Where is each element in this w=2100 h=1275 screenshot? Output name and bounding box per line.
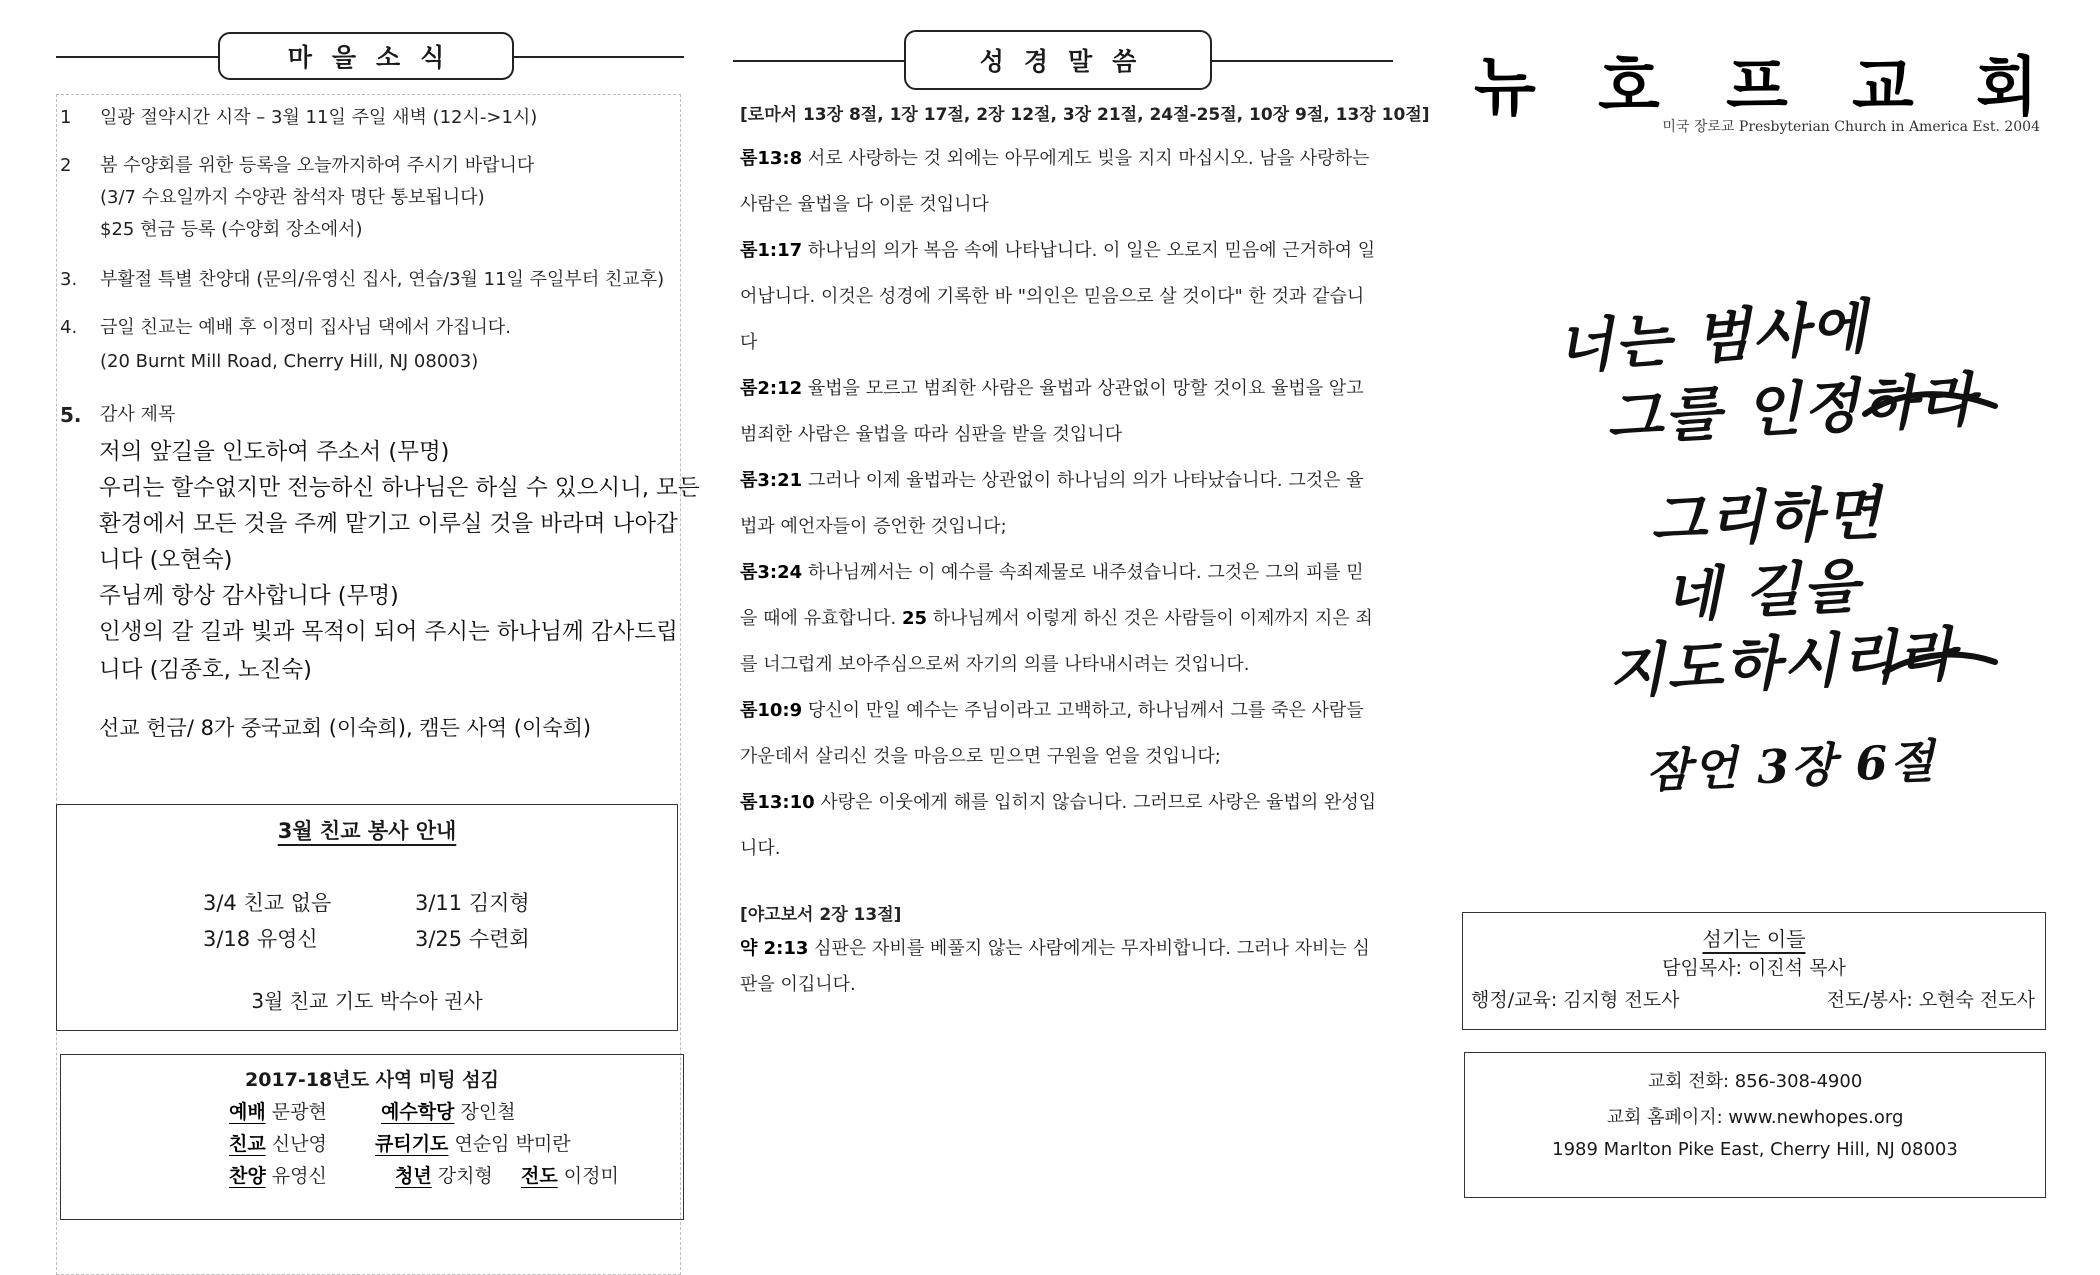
church-subtitle: 미국 장로교 Presbyterian Church in America Est. 2004	[1662, 119, 2040, 135]
brush-stroke-icon	[1860, 384, 2000, 424]
verse-line: 롬1:17 하나님의 의가 복음 속에 나타납니다. 이 일은 오로지 믿음에 근거하여 일	[740, 240, 1376, 261]
verse-line: 롬3:21 그러나 이제 율법과는 상관없이 하나님의 의가 나타났습니다. 그것은 율	[740, 470, 1364, 491]
calligraphy-line: 지도하시리라	[1606, 619, 1958, 707]
ministry-worship: 예배 문광현	[229, 1101, 327, 1123]
servants-title: 섬기는 이들	[1702, 927, 1806, 951]
servants-box	[1462, 912, 2046, 1030]
mission-offering: 선교 헌금/ 8가 중국교회 (이숙희), 캠든 사역 (이숙희)	[99, 716, 592, 740]
ministry-praise: 찬양 유영신	[229, 1165, 327, 1187]
scripture-title: 성경말씀	[904, 30, 1212, 90]
fellowship-title: 3월 친교 봉사 안내	[277, 819, 457, 843]
verse-line: 을 때에 유효합니다. 25 하나님께서 이렇게 하신 것은 사람들이 이제까지 지은 죄	[740, 608, 1373, 629]
thanks-line-1: 저의 앞길을 인도하여 주소서 (무명)	[99, 439, 450, 465]
calligraphy-line: 그리하면	[1649, 478, 1884, 556]
church-phone: 교회 전화: 856-308-4900	[1647, 1071, 1863, 1092]
church-address: 1989 Marlton Pike East, Cherry Hill, NJ 08003	[1552, 1139, 1958, 1160]
evangelism-service: 전도/봉사: 오현숙 전도사	[1826, 989, 2035, 1011]
thanks-line-2: 우리는 할수없지만 전능하신 하나님은 하실 수 있으시니, 모든	[99, 475, 700, 501]
church-homepage[interactable]: 교회 홈페이지: www.newhopes.org	[1606, 1107, 1904, 1128]
fellowship-box	[56, 804, 678, 1031]
calligraphy-line: 그를 인정하라	[1604, 365, 1979, 453]
fellowship-date-1: 3/4 친교 없음	[203, 891, 332, 915]
ministry-qt-prayer: 큐티기도 연순임 박미란	[375, 1133, 571, 1155]
ministry-youth: 청년 강치형	[395, 1165, 493, 1187]
verse-line: 가운데서 살리신 것을 마음으로 믿으면 구원을 얻을 것입니다;	[740, 746, 1221, 767]
brush-stroke-icon	[1880, 644, 2000, 684]
scripture-references: [로마서 13장 8절, 1장 17절, 2장 12절, 3장 21절, 24절-25절, 10장 9절, 13장 10절]	[740, 105, 1430, 125]
fellowship-prayer: 3월 친교 기도 박수아 권사	[251, 989, 483, 1013]
verse-line: 니다.	[740, 838, 781, 859]
james-verse-line: 판을 이깁니다.	[740, 974, 856, 995]
senior-pastor: 담임목사: 이진석 목사	[1662, 957, 1846, 979]
james-reference: [야고보서 2장 13절]	[740, 905, 902, 925]
calligraphy-line: 네 길을	[1662, 551, 1863, 631]
verse-line: 롬10:9 당신이 만일 예수는 주님이라고 고백하고, 하나님께서 그를 죽은 사람들	[740, 700, 1364, 721]
verse-line: 롬2:12 율법을 모르고 범죄한 사람은 율법과 상관없이 망할 것이요 율법을 알고	[740, 378, 1364, 399]
admin-education: 행정/교육: 김지형 전도사	[1471, 989, 1680, 1011]
notice-title: 마을소식	[218, 32, 514, 80]
verse-line: 롬13:10 사랑은 이웃에게 해를 입히지 않습니다. 그러므로 사랑은 율법의 완성입	[740, 792, 1377, 813]
fellowship-date-4: 3/25 수련회	[415, 927, 530, 951]
church-name-char: 교	[1852, 51, 1914, 125]
church-name-char: 회	[1976, 51, 2038, 125]
thanks-line-7: 니다 (김종호, 노진숙)	[99, 657, 312, 683]
james-verse-line: 약 2:13 심판은 자비를 베풀지 않는 사람에게는 무자비합니다. 그러나 자비는 심	[740, 938, 1370, 959]
thanks-line-5: 주님께 항상 감사합니다 (무명)	[99, 583, 399, 609]
verse-line: 범죄한 사람은 율법을 따라 심판을 받을 것입니다	[740, 424, 1123, 445]
ministry-title: 2017-18년도 사역 미팅 섬김	[245, 1069, 499, 1091]
verse-line: 롬3:24 하나님께서는 이 예수를 속죄제물로 내주셨습니다. 그것은 그의 피를 믿	[740, 562, 1364, 583]
church-name-char: 호	[1598, 51, 1660, 125]
calligraphy-line: 잠언 3장 6절	[1645, 733, 1937, 799]
fellowship-date-2: 3/11 김지형	[415, 891, 530, 915]
thanks-line-3: 환경에서 모든 것을 주께 맡기고 이루실 것을 바라며 나아갑	[99, 511, 678, 537]
calligraphy-line: 너는 범사에	[1554, 292, 1871, 382]
verse-line: 사람은 율법을 다 이룬 것입니다	[740, 194, 989, 215]
ministry-fellowship: 친교 신난영	[229, 1133, 327, 1155]
fellowship-date-3: 3/18 유영신	[203, 927, 318, 951]
verse-line: 법과 예언자들이 증언한 것입니다;	[740, 516, 1007, 537]
ministry-jesus-school: 예수학당 장인철	[381, 1101, 516, 1123]
thanks-line-6: 인생의 갈 길과 빛과 목적이 되어 주시는 하나님께 감사드립	[99, 619, 678, 645]
church-name-char: 뉴	[1474, 51, 1536, 125]
thanks-line-4: 니다 (오현숙)	[99, 547, 233, 573]
ministry-evangelism: 전도 이정미	[521, 1165, 619, 1187]
verse-line: 를 너그럽게 보아주심으로써 자기의 의를 나타내시려는 것입니다.	[740, 654, 1250, 675]
church-name-char: 프	[1726, 51, 1788, 125]
contact-box	[1464, 1052, 2046, 1198]
verse-line: 롬13:8 서로 사랑하는 것 외에는 아무에게도 빚을 지지 마십시오. 남을 사랑하는	[740, 148, 1370, 169]
verse-line: 어납니다. 이것은 성경에 기록한 바 "의인은 믿음으로 살 것이다" 한 것과 같습니	[740, 286, 1365, 307]
verse-line: 다	[740, 332, 758, 353]
ministry-box	[60, 1054, 684, 1220]
